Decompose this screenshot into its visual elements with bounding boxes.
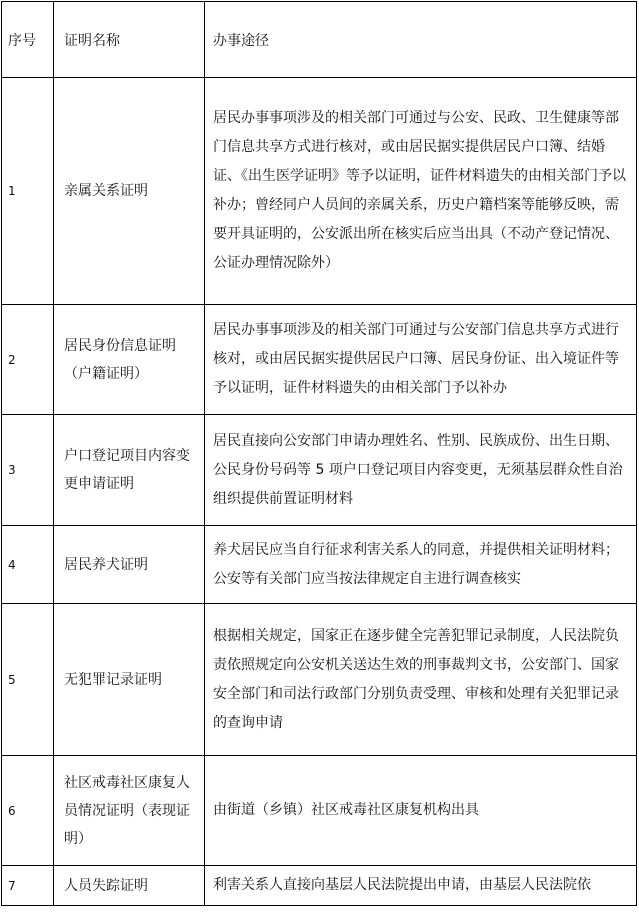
- row-method: 根据相关规定，国家正在逐步健全完善犯罪记录制度，人民法院负责依照规定向公安机关送达生效的刑事裁判文书，公安部门、国家安全部门和司法行政部门分别负责受理、审核和处理有关犯罪记录的查询申请: [205, 604, 637, 756]
- header-seq: 序号: [2, 2, 54, 78]
- row-seq: 6: [2, 756, 54, 866]
- row-method: 居民直接向公安部门申请办理姓名、性别、民族成份、出生日期、公民身份号码等 5 项户口登记项目内容变更，无须基层群众性自治组织提供前置证明材料: [205, 415, 637, 526]
- row-name: 无犯罪记录证明: [54, 604, 205, 756]
- row-method: 养犬居民应当自行征求利害关系人的同意，并提供相关证明材料；公安等有关部门应当按法律规定自主进行调查核实: [205, 526, 637, 604]
- row-method: 由街道（乡镇）社区戒毒社区康复机构出具: [205, 756, 637, 866]
- header-name: 证明名称: [54, 2, 205, 78]
- table-row: [2, 604, 637, 756]
- row-name: 居民养犬证明: [54, 526, 205, 604]
- row-name: 居民身份信息证明（户籍证明）: [54, 305, 205, 415]
- row-seq: 3: [2, 415, 54, 526]
- row-method: 利害关系人直接向基层人民法院提出申请，由基层人民法院依: [205, 866, 637, 906]
- row-seq: 2: [2, 305, 54, 415]
- table-row: [2, 415, 637, 526]
- header-method: 办事途径: [205, 2, 637, 78]
- row-name: 亲属关系证明: [54, 78, 205, 305]
- table-row: [2, 526, 637, 604]
- certificate-table: [1, 1, 637, 906]
- row-name: 社区戒毒社区康复人员情况证明（表现证明）: [54, 756, 205, 866]
- row-seq: 4: [2, 526, 54, 604]
- row-method: 居民办事事项涉及的相关部门可通过与公安部门信息共享方式进行核对，或由居民据实提供居民户口簿、居民身份证、出入境证件等予以证明，证件材料遗失的由相关部门予以补办: [205, 305, 637, 415]
- table-row: [2, 866, 637, 906]
- table-row: [2, 78, 637, 305]
- table-row: [2, 756, 637, 866]
- row-seq: 7: [2, 866, 54, 906]
- row-method: 居民办事事项涉及的相关部门可通过与公安、民政、卫生健康等部门信息共享方式进行核对，或由居民据实提供居民户口簿、结婚证、《出生医学证明》等予以证明，证件材料遗失的由相关部门予以补办；曾经同户人员间的亲属关系，历史户籍档案等能够反映，需要开具证明的，公安派出所在核实后应当出具（不动产登记情况、公证办理情况除外）: [205, 78, 637, 305]
- row-seq: 5: [2, 604, 54, 756]
- row-name: 人员失踪证明: [54, 866, 205, 906]
- row-name: 户口登记项目内容变更申请证明: [54, 415, 205, 526]
- row-seq: 1: [2, 78, 54, 305]
- table-header-row: [2, 2, 637, 78]
- table-row: [2, 305, 637, 415]
